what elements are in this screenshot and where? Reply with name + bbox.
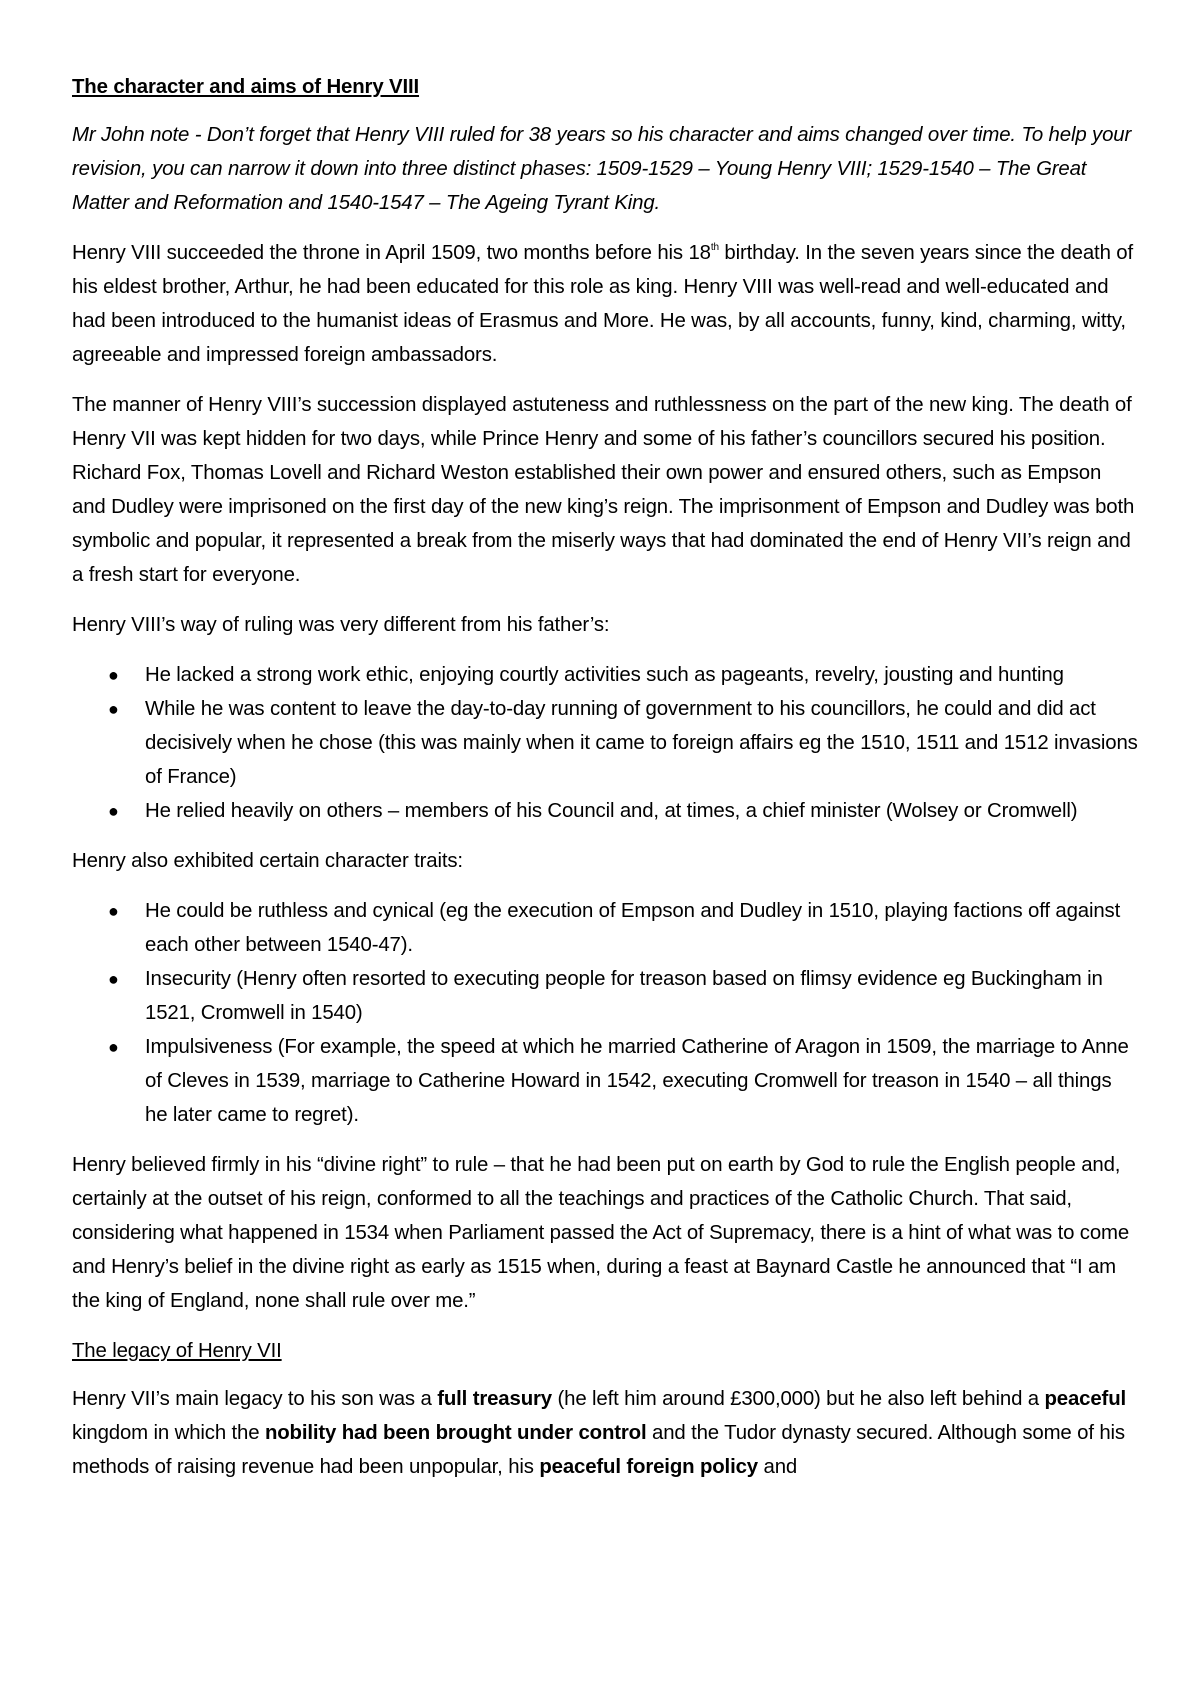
legacy-text-2: (he left him around £300,000) but he also left behind a bbox=[551, 1388, 1045, 1410]
legacy-text-3: kingdom in which the bbox=[72, 1422, 265, 1444]
list-item bbox=[72, 962, 1138, 1030]
list-item-text: He could be ruthless and cynical (eg the execution of Empson and Dudley in 1510, playing factions off against each other between 1540-47). bbox=[145, 900, 1121, 956]
list-item bbox=[72, 794, 1138, 828]
paragraph-succession-text-2: birthday. In the seven years since the death of his eldest brother, Arthur, he had been educated for this role as king. Henry VIII was well-read and well-educated and had been introduced to the humanist ideas of Erasmus and More. He was, by all accounts, funny, kind, charming, witty, agreeable and impressed foreign ambassadors. bbox=[72, 242, 1133, 366]
document-page bbox=[72, 70, 1138, 1500]
bullet-icon: ● bbox=[108, 969, 119, 989]
bullet-icon: ● bbox=[108, 1037, 119, 1057]
list-item-text: Insecurity (Henry often resorted to executing people for treason based on flimsy evidence eg Buckingham in 1521, Cromwell in 1540) bbox=[145, 968, 1103, 1024]
list-item-text: While he was content to leave the day-to-day running of government to his councillors, he could and did act decisively when he chose (this was mainly when it came to foreign affairs eg the 1510, 1511 and 1512 invasions of France) bbox=[145, 698, 1138, 788]
bullet-icon: ● bbox=[108, 901, 119, 921]
list-item-text: Impulsiveness (For example, the speed at which he married Catherine of Aragon in 1509, the marriage to Anne of Cleves in 1539, marriage to Catherine Howard in 1542, executing Cromwell for treason in 1540 – all things he later came to regret). bbox=[145, 1036, 1129, 1126]
bullet-icon: ● bbox=[108, 665, 119, 685]
section-title-legacy: The legacy of Henry VII bbox=[72, 1340, 282, 1362]
bullet-icon: ● bbox=[108, 801, 119, 821]
paragraph-manner-of-succession: The manner of Henry VIII’s succession displayed astuteness and ruthlessness on the part of the new king. The death of Henry VII was kept hidden for two days, while Prince Henry and some of his father’s councillors secured his position. Richard Fox, Thomas Lovell and Richard Weston established their own power and ensured others, such as Empson and Dudley were imprisoned on the first day of the new king’s reign. The imprisonment of Empson and Dudley was both symbolic and popular, it represented a break from the miserly ways that had dominated the end of Henry VII’s reign and a fresh start for everyone. bbox=[72, 394, 1135, 586]
list-item-text: He lacked a strong work ethic, enjoying courtly activities such as pageants, revelry, jousting and hunting bbox=[145, 664, 1064, 686]
paragraph-succession-text-1: Henry VIII succeeded the throne in April 1509, two months before his 18 bbox=[72, 242, 711, 264]
ruling-list bbox=[72, 658, 1138, 828]
list-item bbox=[72, 1030, 1138, 1132]
traits-list bbox=[72, 894, 1138, 1132]
legacy-bold-peaceful: peaceful bbox=[1044, 1388, 1127, 1410]
legacy-text-4: and the Tudor dynasty secured. Although some of his methods of raising revenue had been unpopular, his bbox=[72, 1422, 1125, 1478]
legacy-bold-full-treasury: full treasury bbox=[437, 1388, 552, 1410]
legacy-bold-nobility: nobility had been brought under control bbox=[264, 1422, 647, 1444]
paragraph-succession bbox=[72, 236, 1138, 372]
paragraph-character-traits: Henry also exhibited certain character traits: bbox=[72, 850, 463, 872]
teacher-note: Mr John note - Don’t forget that Henry VIII ruled for 38 years so his character and aims changed over time. To help your revision, you can narrow it down into three distinct phases: 1509-1529 – Young Henry VIII; 1529-1540 – The Great Matter and Reformation and 1540-1547 – The Ageing Tyrant King. bbox=[72, 124, 1132, 214]
list-item bbox=[72, 894, 1138, 962]
paragraph-way-of-ruling: Henry VIII’s way of ruling was very different from his father’s: bbox=[72, 614, 610, 636]
bullet-icon: ● bbox=[108, 699, 119, 719]
legacy-bold-foreign-policy: peaceful foreign policy bbox=[539, 1456, 758, 1478]
list-item bbox=[72, 692, 1138, 794]
list-item bbox=[72, 658, 1138, 692]
page-title: The character and aims of Henry VIII bbox=[72, 76, 420, 98]
list-item-text: He relied heavily on others – members of his Council and, at times, a chief minister (Wolsey or Cromwell) bbox=[145, 800, 1078, 822]
legacy-text-1: Henry VII’s main legacy to his son was a bbox=[72, 1388, 438, 1410]
ordinal-suffix: th bbox=[710, 242, 719, 253]
legacy-text-5: and bbox=[757, 1456, 798, 1478]
paragraph-legacy bbox=[72, 1382, 1138, 1484]
paragraph-divine-right: Henry believed firmly in his “divine right” to rule – that he had been put on earth by God to rule the English people and, certainly at the outset of his reign, conformed to all the teachings and practices of the Catholic Church. That said, considering what happened in 1534 when Parliament passed the Act of Supremacy, there is a hint of what was to come and Henry’s belief in the divine right as early as 1515 when, during a feast at Baynard Castle he announced that “I am the king of England, none shall rule over me.” bbox=[72, 1154, 1130, 1312]
